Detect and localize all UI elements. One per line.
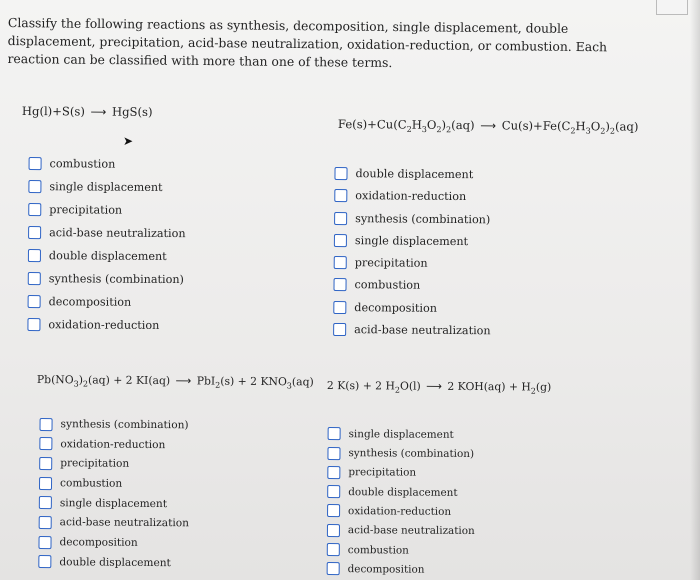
checkbox[interactable] [334,189,347,202]
option-item[interactable] [38,552,312,574]
option-label: acid-base neutralization [49,226,186,241]
reaction-2-equation: $Fe(s)+Cu(C_2H_3O_2)_2(aq)$ ⟶ $Cu(s)+Fe(C_2H_3O_2)_2(aq)$ [337,117,639,136]
option-label: oxidation-reduction [355,189,467,204]
option-label: precipitation [354,256,428,270]
reaction-1-equation: Hg(l)+S(s) ⟶ HgS(s) [21,104,153,119]
instructions-text: Classify the following reactions as synthesis, decomposition, single displacement, double displacement, precipitation, acid-base neutralization, oxidation-reduction, or combustion. Each reaction can be classified with more than one of these terms. [7,14,608,71]
option-label: double displacement [48,249,167,264]
reaction-3 [35,373,314,574]
checkbox[interactable] [328,427,341,440]
checkbox[interactable] [327,485,340,498]
checkbox[interactable] [28,249,41,262]
option-item[interactable] [334,251,638,276]
checkbox[interactable] [28,180,41,193]
reaction-1-options [27,152,186,337]
option-item[interactable] [28,198,186,222]
option-item[interactable] [334,229,638,254]
option-label: oxidation-reduction [60,437,166,451]
reaction-3-options [38,414,313,574]
option-label: synthesis (combination) [348,447,475,461]
option-item[interactable] [39,493,313,515]
option-label: double displacement [348,485,458,499]
checkbox[interactable] [327,504,340,517]
option-label: combustion [59,477,123,490]
option-item[interactable] [27,313,185,337]
option-label: single displacement [354,233,469,248]
checkbox[interactable] [327,562,340,575]
checkbox[interactable] [333,323,346,336]
reaction-4 [326,379,552,580]
reaction-arrow-icon: ⟶ [426,379,443,393]
checkbox[interactable] [28,295,41,308]
option-item[interactable] [333,296,637,321]
option-label: precipitation [49,203,123,217]
checkbox[interactable] [38,555,51,568]
option-label: combustion [49,157,116,171]
option-item[interactable] [334,185,638,210]
option-item[interactable] [327,443,550,464]
option-label: decomposition [347,563,425,576]
reaction-4-equation: 2 K(s) + 2 $H_2O(l)$ ⟶ 2 $KOH(aq) + H_2(g)$ [326,379,552,396]
option-item[interactable] [333,318,637,343]
reaction-3-equation: $Pb(NO_3)_2(aq) + 2$ KI(aq) ⟶ PbI$_2$(s) + 2 $KNO_3(aq)$ [36,373,314,391]
option-item[interactable] [327,521,550,542]
option-item[interactable] [327,501,550,522]
checkbox[interactable] [39,516,52,529]
reaction-arrow-icon: ⟶ [175,374,192,388]
reaction-4-options [327,424,551,580]
option-item[interactable] [327,540,550,561]
checkbox[interactable] [334,256,347,269]
option-label: combustion [347,543,409,557]
checkbox[interactable] [38,536,51,549]
option-item[interactable] [334,162,638,187]
option-item[interactable] [28,244,186,268]
checkbox[interactable] [39,457,52,470]
checkbox[interactable] [39,496,52,509]
option-label: synthesis (combination) [355,211,491,226]
checkbox[interactable] [39,418,52,431]
checkbox[interactable] [334,212,347,225]
option-item[interactable] [328,424,551,445]
option-label: double displacement [355,167,474,182]
checkbox[interactable] [327,466,340,479]
checkbox[interactable] [29,157,42,170]
option-item[interactable] [39,434,313,456]
option-item[interactable] [327,482,550,503]
checkbox[interactable] [327,543,340,556]
checkbox[interactable] [334,167,347,180]
option-item[interactable] [28,290,186,314]
checkbox[interactable] [327,524,340,537]
option-item[interactable] [39,473,313,495]
option-label: decomposition [48,295,132,309]
option-item[interactable] [39,414,313,436]
checkbox[interactable] [333,301,346,314]
checkbox[interactable] [334,234,347,247]
checkbox[interactable] [39,477,52,490]
option-item[interactable] [334,207,638,232]
option-item[interactable] [327,463,550,484]
checkbox[interactable] [27,318,40,331]
reaction-arrow-icon: ⟶ [480,119,497,133]
option-item[interactable] [28,267,186,291]
option-item[interactable] [327,559,550,580]
checkbox[interactable] [28,272,41,285]
option-label: synthesis (combination) [60,418,189,432]
option-item[interactable] [38,532,312,554]
window-corner-tab [656,0,688,15]
option-item[interactable] [28,221,186,245]
checkbox[interactable] [28,226,41,239]
option-item[interactable] [28,175,186,199]
option-label: oxidation-reduction [48,318,160,332]
option-label: double displacement [59,556,171,569]
option-label: single displacement [348,427,454,441]
option-label: precipitation [60,457,130,471]
checkbox[interactable] [28,203,41,216]
option-item[interactable] [29,152,187,176]
option-label: decomposition [59,536,138,550]
option-item[interactable] [39,454,313,476]
checkbox[interactable] [39,437,52,450]
mouse-cursor-icon: ➤ [123,134,134,148]
option-label: acid-base neutralization [354,323,491,338]
option-item[interactable] [333,274,637,299]
option-label: single displacement [59,496,168,510]
option-label: precipitation [348,466,417,480]
option-label: synthesis (combination) [48,272,185,287]
option-label: oxidation-reduction [348,505,452,518]
option-label: acid-base neutralization [347,524,475,538]
reaction-2 [336,117,638,343]
option-label: decomposition [354,300,438,315]
reaction-1 [20,104,186,337]
option-label: acid-base neutralization [59,516,189,530]
option-label: single displacement [49,180,163,194]
checkbox[interactable] [333,278,346,291]
option-label: combustion [354,278,421,293]
reaction-2-options [333,162,638,343]
page-edge-shadow [690,0,700,580]
reaction-arrow-icon: ⟶ [90,105,107,119]
option-item[interactable] [39,513,313,535]
checkbox[interactable] [327,447,340,460]
